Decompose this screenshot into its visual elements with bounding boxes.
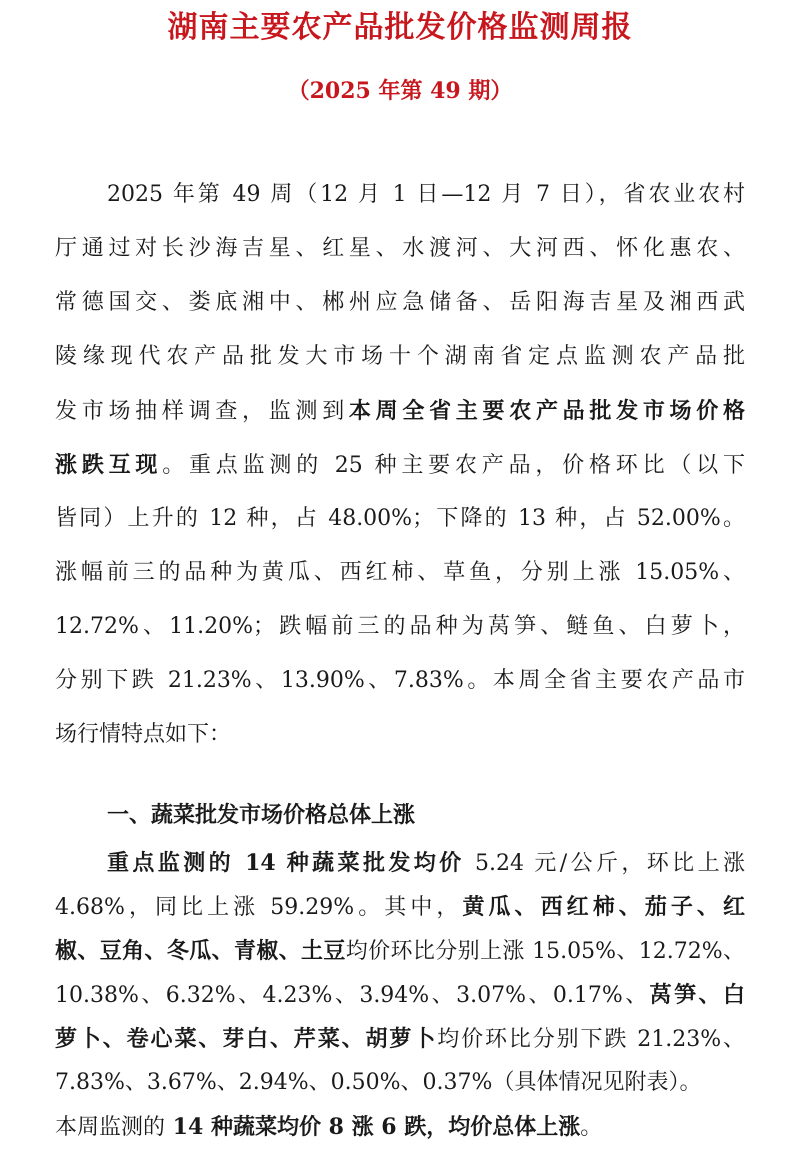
paragraph-line: 皆同）上升的 12 种，占 48.00%；下降的 13 种，占 52.00%。: [55, 506, 745, 531]
paragraph-line: 2025 年第 49 周（12 月 1 日—12 月 7 日），省农业农村: [107, 182, 745, 207]
paragraph-line: 4.68%，同比上涨 59.29%。其中，黄瓜、西红柿、茄子、红: [55, 894, 745, 920]
paragraph-line: 涨幅前三的品种为黄瓜、西红柿、草鱼，分别上涨 15.05%、: [55, 560, 745, 585]
paragraph-line: 10.38%、6.32%、4.23%、3.94%、3.07%、0.17%、莴笋、白: [55, 982, 745, 1008]
report-title: 湖南主要农产品批发价格监测周报: [167, 10, 633, 45]
paragraph-line: 椒、豆角、冬瓜、青椒、土豆均价环比分别上涨 15.05%、12.72%、: [55, 938, 745, 964]
paragraph-line: 常德国交、娄底湘中、郴州应急储备、岳阳海吉星及湘西武: [55, 290, 745, 315]
paragraph-line: 涨跌互现。重点监测的 25 种主要农产品，价格环比（以下: [55, 452, 745, 478]
paragraph-line: 7.83%、3.67%、2.94%、0.50%、0.37%（具体情况见附表）。: [55, 1070, 702, 1095]
paragraph-line: 陵缘现代农产品批发大市场十个湖南省定点监测农产品批: [55, 344, 745, 369]
paragraph-line: 厅通过对长沙海吉星、红星、水渡河、大河西、怀化惠农、: [55, 236, 745, 261]
paragraph-line: 发市场抽样调查，监测到本周全省主要农产品批发市场价格: [55, 398, 745, 424]
issue-number: （2025 年第 49 期）: [287, 78, 513, 104]
paragraph-line: 场行情特点如下：: [55, 722, 232, 747]
paragraph-line: 分别下跌 21.23%、13.90%、7.83%。本周全省主要农产品市: [55, 668, 745, 693]
paragraph-line: 本周监测的 14 种蔬菜均价 8 涨 6 跌，均价总体上涨。: [55, 1114, 603, 1140]
paragraph-line: 萝卜、卷心菜、芽白、芹菜、胡萝卜均价环比分别下跌 21.23%、: [55, 1026, 745, 1052]
section-heading: 一、蔬菜批发市场价格总体上涨: [107, 802, 416, 828]
paragraph-line: 重点监测的 14 种蔬菜批发均价 5.24 元/公斤，环比上涨: [107, 850, 745, 876]
paragraph-line: 12.72%、11.20%；跌幅前三的品种为莴笋、鲢鱼、白萝卜，: [55, 614, 745, 639]
